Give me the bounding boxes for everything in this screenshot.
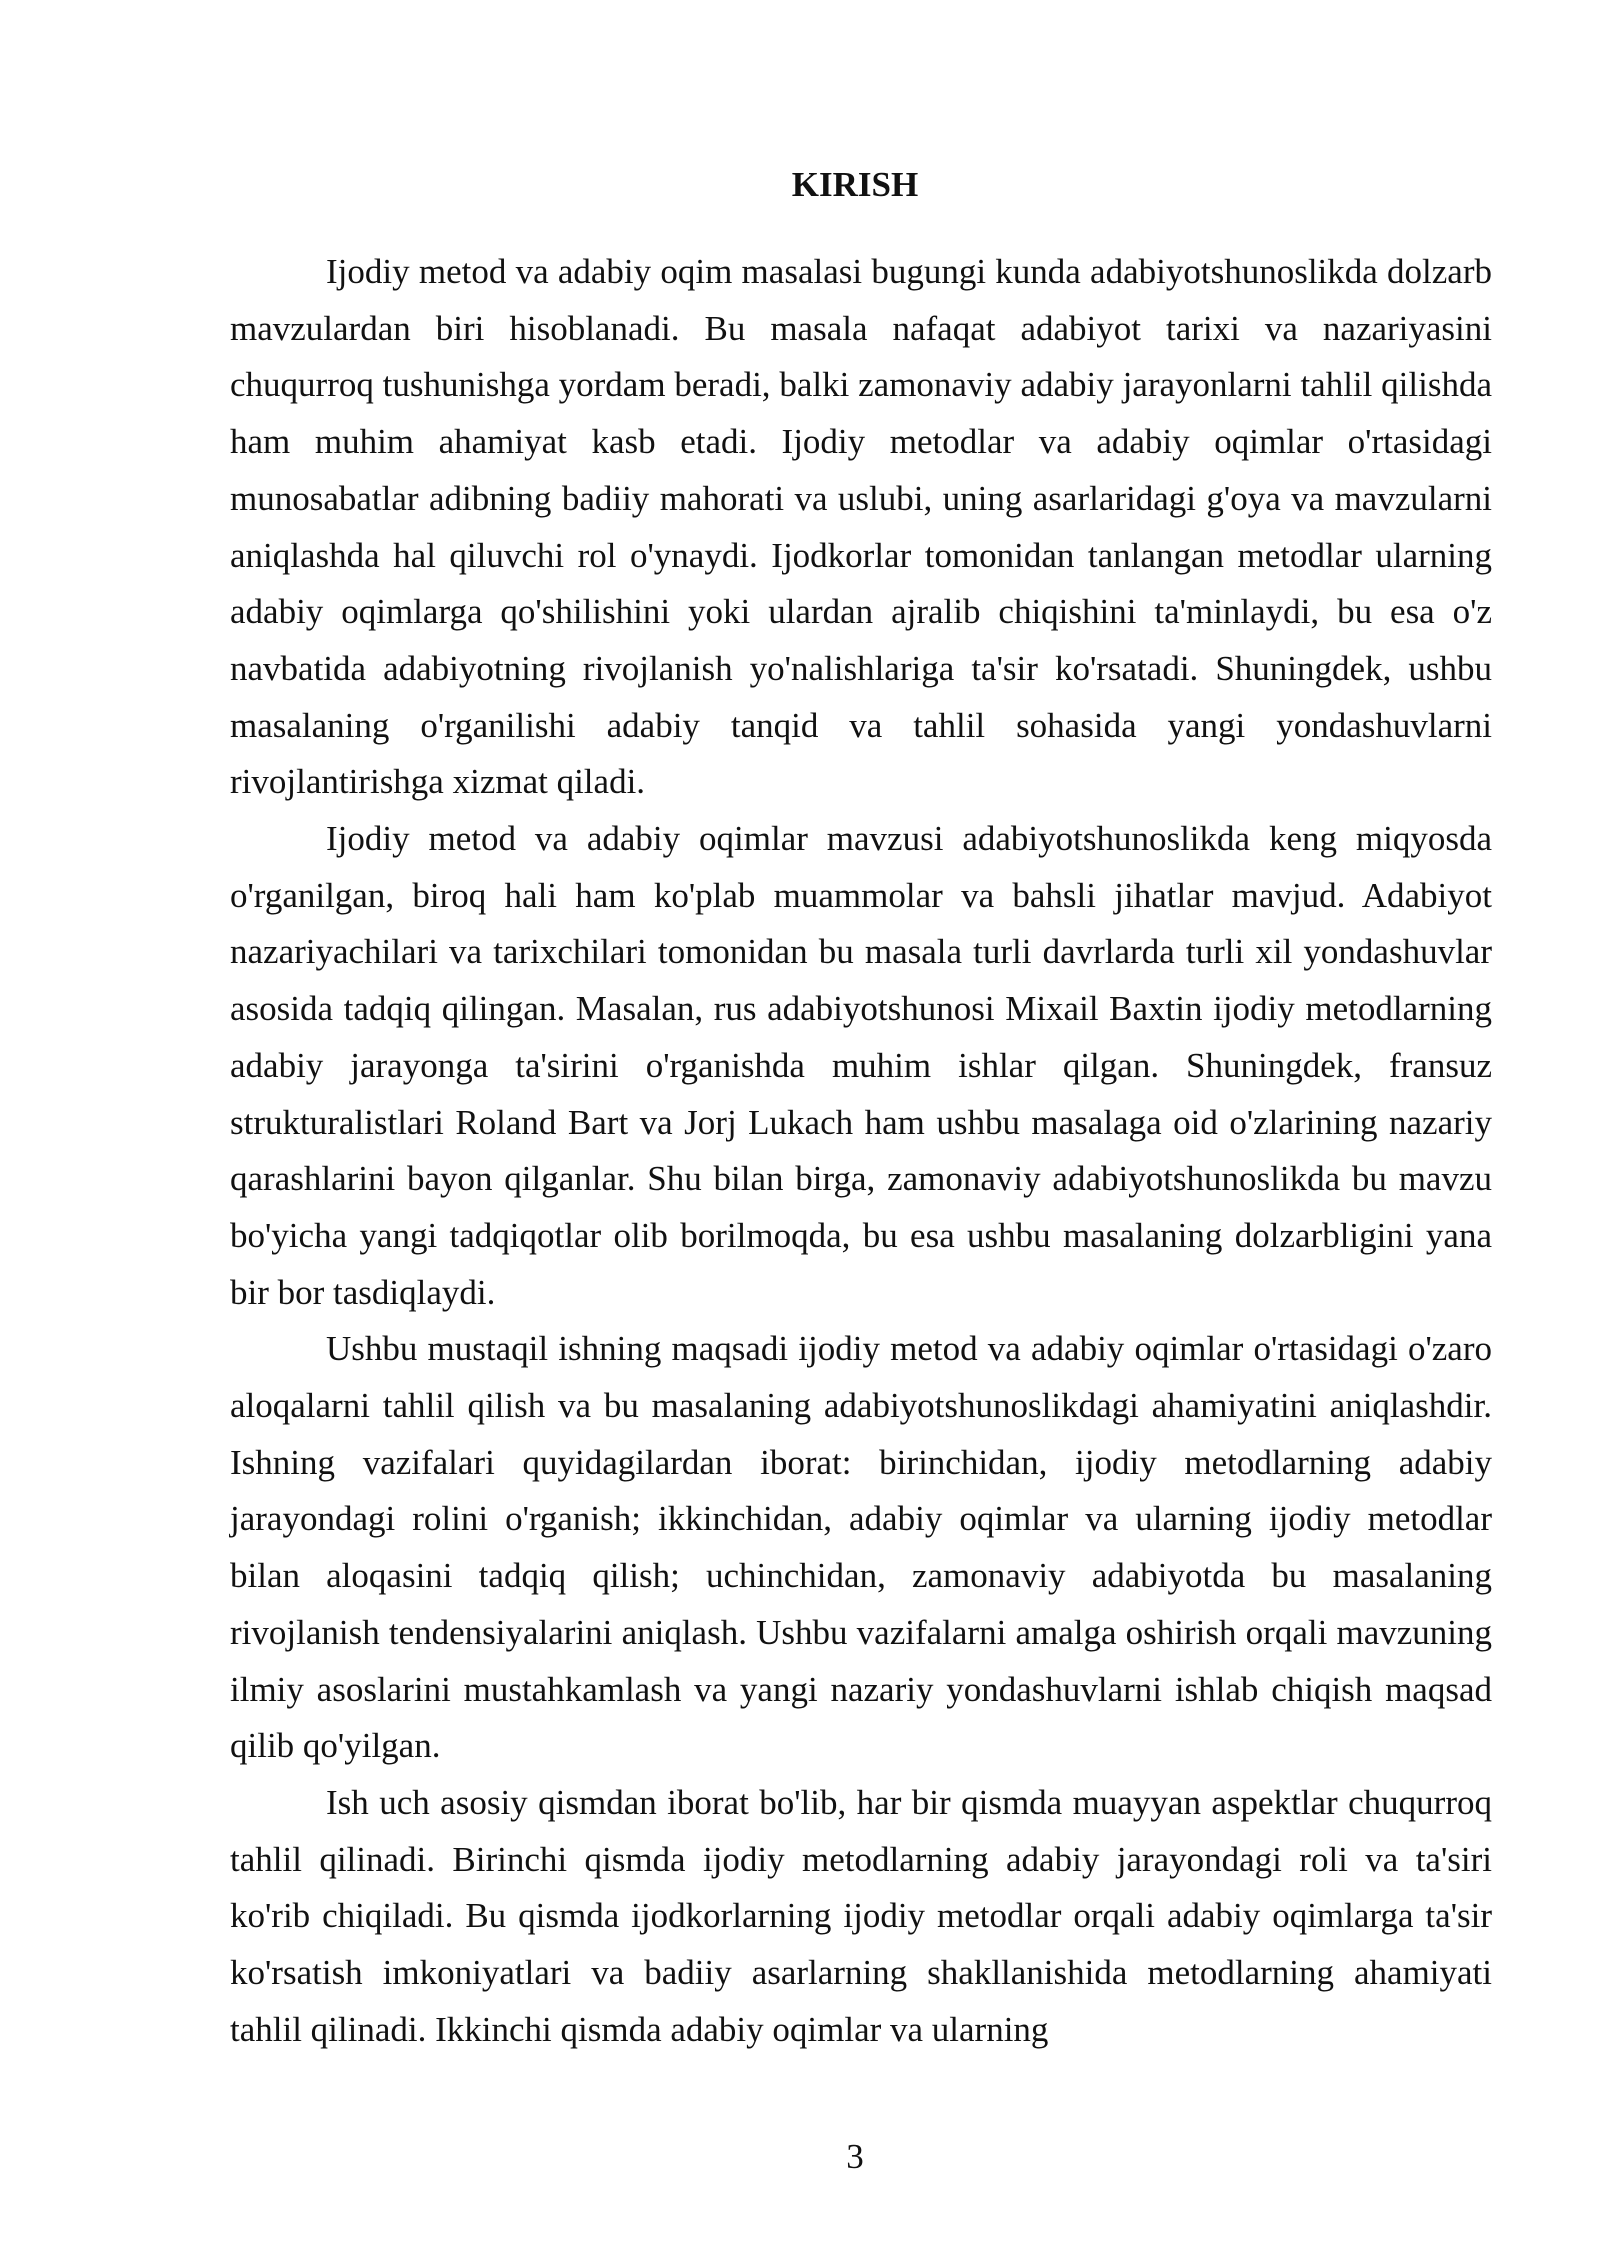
paragraph-3: Ushbu mustaqil ishning maqsadi ijodiy metod va adabiy oqimlar o'rtasidagi o'zaro aloqalarni tahlil qilish va bu masalaning adabiyotshunoslikdagi ahamiyatini aniqlashdir. Ishning vazifalari quyidagilardan iborat: birinchidan, ijodiy metodlarning adabiy jarayondagi rolini o'rganish; ikkinchidan, adabiy oqimlar va ularning ijodiy metodlar bilan aloqasini tadqiq qilish; uchinchidan, zamonaviy adabiyotda bu masalaning rivojlanish tendensiyalarini aniqlash. Ushbu vazifalarni amalga oshirish orqali mavzuning ilmiy asoslarini mustahkamlash va yangi nazariy yondashuvlarni ishlab chiqish maqsad qilib qo'yilgan. <box>230 1329 1492 1766</box>
page-title: KIRISH <box>791 165 919 204</box>
page-number: 3 <box>846 2137 864 2176</box>
paragraph-4: Ish uch asosiy qismdan iborat bo'lib, har bir qismda muayyan aspektlar chuqurroq tahlil qilinadi. Birinchi qismda ijodiy metodlarning adabiy jarayondagi roli va ta'siri ko'rib chiqiladi. Bu qismda ijodkorlarning ijodiy metodlar orqali adabiy oqimlarga ta'sir ko'rsatish imkoniyatlari va badiiy asarlarning shakllanishida metodlarning ahamiyati tahlil qilinadi. Ikkinchi qismda adabiy oqimlar va ularning <box>230 1782 1492 2049</box>
paragraph-2: Ijodiy metod va adabiy oqimlar mavzusi adabiyotshunoslikda keng miqyosda o'rganilgan, biroq hali ham ko'plab muammolar va bahsli jihatlar mavjud. Adabiyot nazariyachilari va tarixchilari tomonidan bu masala turli davrlarda turli xil yondashuvlar asosida tadqiq qilingan. Masalan, rus adabiyotshunosi Mixail Baxtin ijodiy metodlarning adabiy jarayonga ta'sirini o'rganishda muhim ishlar qilgan. Shuningdek, fransuz strukturalistlari Roland Bart va Jorj Lukach ham ushbu masalaga oid o'zlarining nazariy qarashlarini bayon qilganlar. Shu bilan birga, zamonaviy adabiyotshunoslikda bu mavzu bo'yicha yangi tadqiqotlar olib borilmoqda, bu esa ushbu masalaning dolzarbligini yana bir bor tasdiqlaydi. <box>230 819 1492 1312</box>
paragraph-1: Ijodiy metod va adabiy oqim masalasi bugungi kunda adabiyotshunoslikda dolzarb mavzulardan biri hisoblanadi. Bu masala nafaqat adabiyot tarixi va nazariyasini chuqurroq tushunishga yordam beradi, balki zamonaviy adabiy jarayonlarni tahlil qilishda ham muhim ahamiyat kasb etadi. Ijodiy metodlar va adabiy oqimlar o'rtasidagi munosabatlar adibning badiiy mahorati va uslubi, uning asarlaridagi g'oya va mavzularni aniqlashda hal qiluvchi rol o'ynaydi. Ijodkorlar tomonidan tanlangan metodlar ularning adabiy oqimlarga qo'shilishini yoki ulardan ajralib chiqishini ta'minlaydi, bu esa o'z navbatida adabiyotning rivojlanish yo'nalishlariga ta'sir ko'rsatadi. Shuningdek, ushbu masalaning o'rganilishi adabiy tanqid va tahlil sohasida yangi yondashuvlarni rivojlantirishga xizmat qiladi. <box>230 252 1492 802</box>
body-text <box>230 244 1492 2059</box>
